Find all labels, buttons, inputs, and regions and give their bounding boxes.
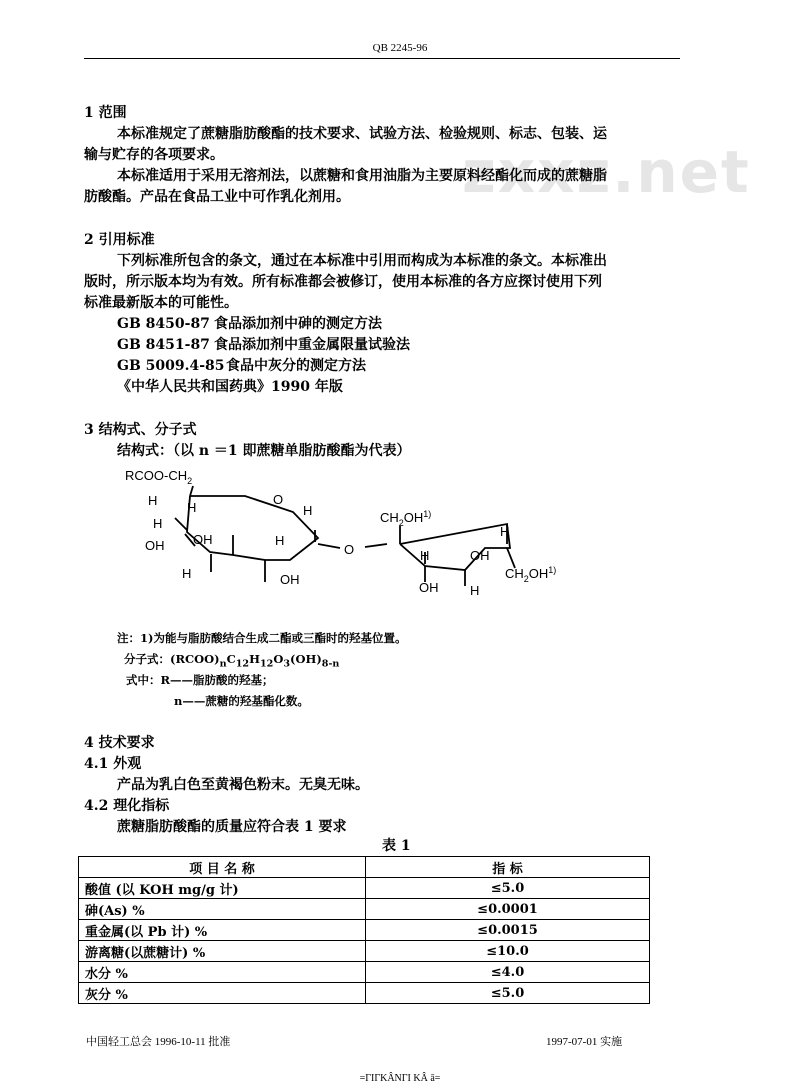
section-4-2-title: 4.2 理化指标 (84, 798, 170, 814)
molecular-formula: 分子式：$(RCOO)_nC_{12}H_{12}O_3(OH)_{8-n}$ (124, 652, 340, 670)
table-header-index: 指 标 (366, 857, 650, 878)
table-row (79, 920, 650, 941)
table-cell-item: 水分 % (79, 962, 366, 983)
ref-pharmacopoeia: 《中华人民共和国药典》1990 年版 (117, 379, 343, 395)
section-4-1-title: 4.1 外观 (84, 756, 142, 772)
table-caption: 表 1 (382, 838, 411, 854)
ref-name-1: 食品添加剂中砷的测定方法 (214, 316, 382, 332)
section-1-para1-line1: 本标准规定了蔗糖脂肪酸酯的技术要求、试验方法、检验规则、标志、包装、运 (117, 126, 607, 142)
label-o-bridge: O (344, 542, 355, 557)
structure-note: 注：1)为能与脂肪酸结合生成二酯或三酯时的羟基位置。 (117, 631, 407, 645)
label-ch2oh-1: $CH_2OH^{1)}$ (380, 509, 432, 528)
footer-effective: 1997-07-01 实施 (546, 1036, 623, 1048)
ref-code-1: GB 8450-87 (117, 316, 210, 332)
label-ch2oh-2: $CH_2OH^{1)}$ (505, 565, 557, 584)
label-h: H (420, 548, 430, 563)
table-row (79, 962, 650, 983)
structure-caption: 结构式：（以 n ＝1 即蔗糖单脂肪酸酯为代表） (117, 443, 411, 459)
label-oh: OH (145, 538, 165, 553)
section-2-para-line2: 版时，所示版本均为有效。所有标准都会被修订，使用本标准的各方应探讨使用下列 (84, 274, 602, 290)
label-h: H (303, 503, 313, 518)
ref-name-3: 食品中灰分的测定方法 (226, 358, 366, 374)
section-1-para1-line2: 输与贮存的各项要求。 (84, 147, 224, 163)
formula-where-n: n——蔗糖的羟基酯化数。 (174, 694, 309, 708)
table-row (79, 983, 650, 1004)
table-cell-value: ≤0.0001 (366, 899, 650, 920)
label-h: H (182, 566, 192, 581)
section-1-title: 1 范围 (84, 105, 127, 121)
section-4-2-text: 蔗糖脂肪酸酯的质量应符合表 1 要求 (117, 819, 347, 835)
footer-approval: 中国轻工总会 1996-10-11 批准 (86, 1036, 231, 1048)
header-code: QB 2245-96 (372, 42, 428, 54)
label-oh: OH (470, 548, 490, 563)
label-rcoo-ch2: RCOO-$CH_2$ (125, 468, 193, 486)
label-h: H (187, 500, 197, 515)
table-cell-item: 灰分 % (79, 983, 366, 1004)
section-2-para-line3: 标准最新版本的可能性。 (84, 295, 238, 311)
table-cell-value: ≤4.0 (366, 962, 650, 983)
table-cell-item: 重金属(以 Pb 计) % (79, 920, 366, 941)
section-3-title: 3 结构式、分子式 (84, 422, 197, 438)
label-oh: OH (280, 572, 300, 587)
table-cell-item: 酸值 (以 KOH mg/g 计) (79, 878, 366, 899)
section-2-title: 2 引用标准 (84, 232, 155, 248)
label-h: H (470, 583, 480, 598)
table-cell-value: ≤5.0 (366, 983, 650, 1004)
section-4-1-text: 产品为乳白色至黄褐色粉末。无臭无味。 (117, 777, 369, 793)
label-oh: OH (193, 532, 213, 547)
table-cell-item: 砷(As) % (79, 899, 366, 920)
formula-where-r: 式中：R——脂肪酸的羟基； (126, 673, 274, 687)
table-row (79, 899, 650, 920)
label-h: H (153, 516, 163, 531)
table-row (79, 878, 650, 899)
table-cell-value: ≤0.0015 (366, 920, 650, 941)
label-h: H (148, 493, 158, 508)
header-rule (84, 58, 680, 59)
label-o-ring: O (273, 492, 284, 507)
table-header-item: 项 目 名 称 (79, 857, 366, 878)
footer-page-mark: =ΓΙΓΚÂΝΓΙ ΚÂ ā= (359, 1073, 441, 1084)
watermark: zxxz.net (462, 138, 751, 206)
section-4-title: 4 技术要求 (84, 735, 155, 751)
table-cell-value: ≤10.0 (366, 941, 650, 962)
table-cell-value: ≤5.0 (366, 878, 650, 899)
table-cell-item: 游离糖(以蔗糖计) % (79, 941, 366, 962)
ref-name-2: 食品添加剂中重金属限量试验法 (214, 337, 410, 353)
label-h: H (275, 533, 285, 548)
table-row (79, 941, 650, 962)
label-h: H (500, 524, 510, 539)
table-header-row (79, 857, 650, 878)
section-1-para2-line1: 本标准适用于采用无溶剂法，以蔗糖和食用油脂为主要原料经酯化而成的蔗糖脂 (117, 168, 607, 184)
ref-code-2: GB 8451-87 (117, 337, 210, 353)
section-2-para-line1: 下列标准所包含的条文，通过在本标准中引用而构成为本标准的条文。本标准出 (117, 253, 607, 269)
ref-code-3: GB 5009.4-85 (117, 358, 225, 374)
section-1-para2-line2: 肪酸酯。产品在食品工业中可作乳化剂用。 (84, 189, 350, 205)
quality-table (78, 856, 650, 1004)
sucrose-ester-structure-diagram (115, 460, 595, 610)
label-oh: OH (419, 580, 439, 595)
